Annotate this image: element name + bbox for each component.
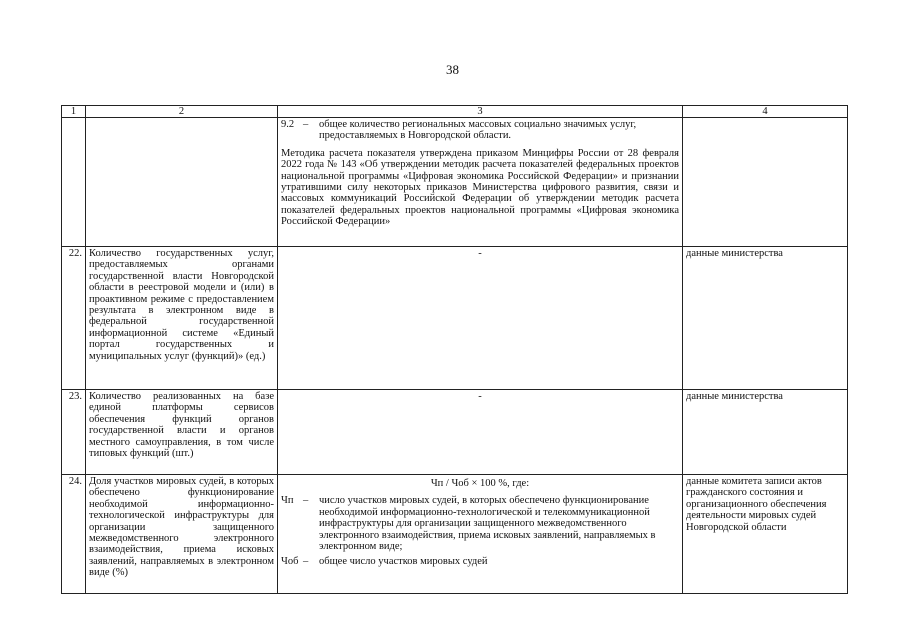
row-number: 23.: [62, 390, 86, 475]
item-text: общее количество региональных массовых социально значимых услуг, предоставляемых в Новгородской области.: [319, 119, 637, 142]
cell-empty-name: [86, 118, 278, 247]
definition-symbol: Чп: [281, 495, 294, 507]
indicator-name: Количество реализованных на базе единой платформы сервисов обеспечения функций органов государственной власти и органов местного самоуправления, в том числе типовых функций (шт.): [86, 390, 278, 475]
table-row-continuation: [62, 118, 848, 247]
definition-text: общее число участков мировых судей: [319, 556, 488, 568]
indicator-method: [278, 475, 683, 594]
indicator-method: -: [278, 247, 683, 390]
definition-symbol: Чоб: [281, 556, 299, 568]
item-9-2: [281, 119, 679, 142]
definition-row: [281, 495, 679, 552]
header-col-4: 4: [683, 106, 848, 118]
header-col-2: 2: [86, 106, 278, 118]
table-row: [62, 247, 848, 390]
header-col-3: 3: [278, 106, 683, 118]
item-code: 9.2: [281, 119, 295, 130]
table-row: [62, 475, 848, 594]
formula: Чп / Чоб × 100 %, где:: [430, 478, 530, 489]
definition-dash: –: [303, 556, 309, 568]
header-col-1: 1: [62, 106, 86, 118]
cell-methodology: [278, 118, 683, 247]
item-dash: –: [303, 119, 309, 130]
indicator-method: -: [278, 390, 683, 475]
indicator-name: Доля участков мировых судей, в которых обеспечено функционирование необходимой информационно-технологической инфраструктуры для организации защищенного межведомственного электронного взаимодействия, приема исковых заявлений, направляемых в электронном виде (%): [86, 475, 278, 594]
indicators-table: [61, 105, 848, 594]
indicator-name: Количество государственных услуг, предоставляемых органами государственной власти Новгородской области в реестровой модели и (или) в проактивном режиме с предоставлением результата в электронном виде в федеральной государственной информационной системе «Единый портал государственных и муниципальных услуг (функций)» (ед.): [86, 247, 278, 390]
cell-empty-source: [683, 118, 848, 247]
row-number: 22.: [62, 247, 86, 390]
cell-empty-num: [62, 118, 86, 247]
indicator-source: данные министерства: [683, 247, 848, 390]
definition-dash: –: [303, 495, 309, 507]
row-number: 24.: [62, 475, 86, 594]
indicator-source: данные министерства: [683, 390, 848, 475]
table-row: [62, 390, 848, 475]
indicator-source: данные комитета записи актов гражданского состояния и организационного обеспечения деятельности мировых судей Новгородской области: [683, 475, 848, 594]
definition-text: число участков мировых судей, в которых обеспечено функционирование необходимой информационно-технологической и телекоммуникационной инфраструктуры для организации защищенного межведомственного электронного взаимодействия, приема исковых заявлений, направляемых в электронном виде;: [319, 495, 656, 553]
definition-row: [281, 556, 679, 567]
table-header-row: [62, 106, 848, 118]
methodology-text: Методика расчета показателя утверждена приказом Минцифры России от 28 февраля 2022 года № 143 «Об утверждении методик расчета показателей федеральных проектов национальной программы «Цифровая экономика Российской Федерации» и признании утратившими силу некоторых приказов Министерства цифрового развития, связи и массовых коммуникаций Российской Федерации об утверждении методик расчета показателей федеральных проектов национальной программы «Цифровая экономика Российской Федерации»: [281, 147, 679, 228]
page-number: 38: [446, 62, 459, 77]
